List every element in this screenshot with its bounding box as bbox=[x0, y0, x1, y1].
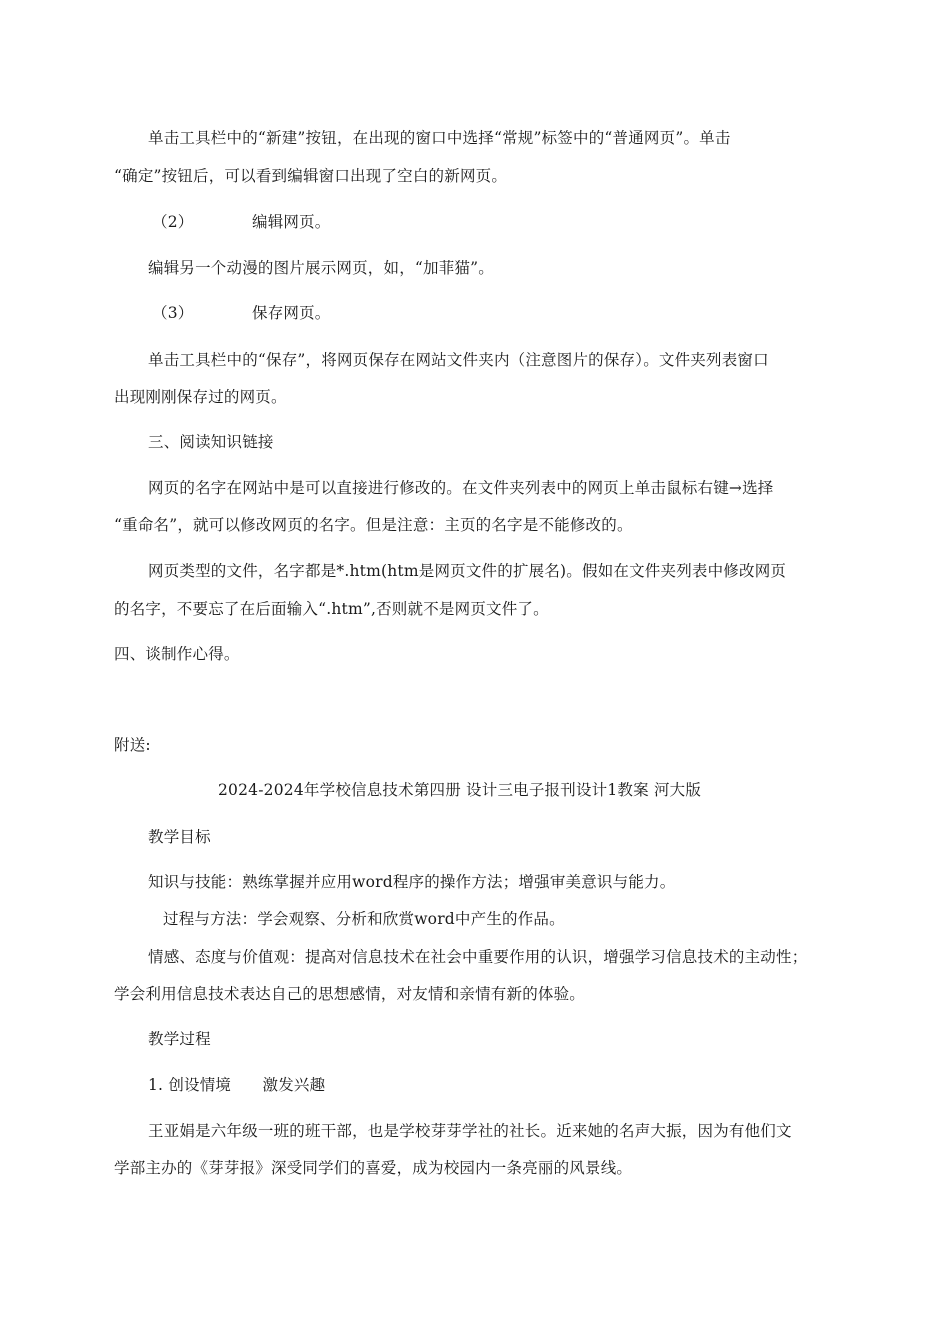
paragraph-rename-line1: 网页的名字在网站中是可以直接进行修改的。在文件夹列表中的网页上单击鼠标右键→选择 bbox=[148, 479, 774, 497]
step-3-text: 保存网页。 bbox=[252, 304, 331, 322]
story-paragraph-line1: 王亚娟是六年级一班的班干部，也是学校芽芽学社的社长。近来她的名声大振，因为有他们文 bbox=[148, 1122, 792, 1140]
step-3-heading bbox=[152, 303, 331, 323]
paragraph-new-page-line2: “确定”按钮后，可以看到编辑窗口出现了空白的新网页。 bbox=[114, 167, 508, 185]
goal-knowledge-skills: 知识与技能：熟练掌握并应用word程序的操作方法；增强审美意识与能力。 bbox=[148, 873, 676, 891]
section-4-heading: 四、谈制作心得。 bbox=[114, 645, 240, 663]
paragraph-file-type-line1: 网页类型的文件，名字都是*.htm(htm是网页文件的扩展名)。假如在文件夹列表中修改网页 bbox=[148, 562, 787, 580]
paragraph-save-page-line2: 出现刚刚保存过的网页。 bbox=[114, 388, 287, 406]
goals-heading: 教学目标 bbox=[148, 828, 211, 846]
step-2-text: 编辑网页。 bbox=[252, 213, 331, 231]
goal-attitude-line1: 情感、态度与价值观：提高对信息技术在社会中重要作用的认识，增强学习信息技术的主动性； bbox=[148, 948, 808, 966]
paragraph-new-page-line1: 单击工具栏中的“新建”按钮，在出现的窗口中选择“常规”标签中的“普通网页”。单击 bbox=[148, 129, 731, 147]
paragraph-file-type-line2: 的名字，不要忘了在后面输入“.htm”,否则就不是网页文件了。 bbox=[114, 600, 549, 618]
step-2-heading bbox=[152, 212, 331, 232]
process-step-1: 1. 创设情境 激发兴趣 bbox=[148, 1076, 326, 1094]
paragraph-rename-line2: “重命名”，就可以修改网页的名字。但是注意：主页的名字是不能修改的。 bbox=[114, 516, 633, 534]
section-3-heading: 三、阅读知识链接 bbox=[148, 433, 274, 451]
story-paragraph-line2: 学部主办的《芽芽报》深受同学们的喜爱，成为校园内一条亮丽的风景线。 bbox=[114, 1159, 633, 1177]
paragraph-save-page-line1: 单击工具栏中的“保存”，将网页保存在网站文件夹内（注意图片的保存）。文件夹列表窗口 bbox=[148, 351, 769, 369]
lesson-title: 2024-2024年学校信息技术第四册 设计三电子报刊设计1教案 河大版 bbox=[218, 781, 702, 799]
step-3-number: （3） bbox=[152, 304, 194, 322]
goal-attitude-line2: 学会利用信息技术表达自己的思想感情，对友情和亲情有新的体验。 bbox=[114, 985, 586, 1003]
process-heading: 教学过程 bbox=[148, 1030, 211, 1048]
appendix-label: 附送: bbox=[114, 736, 151, 754]
goal-process-methods: 过程与方法：学会观察、分析和欣赏word中产生的作品。 bbox=[163, 910, 565, 928]
step-2-number: （2） bbox=[152, 213, 194, 231]
paragraph-edit-page: 编辑另一个动漫的图片展示网页，如，“加菲猫”。 bbox=[148, 259, 494, 277]
